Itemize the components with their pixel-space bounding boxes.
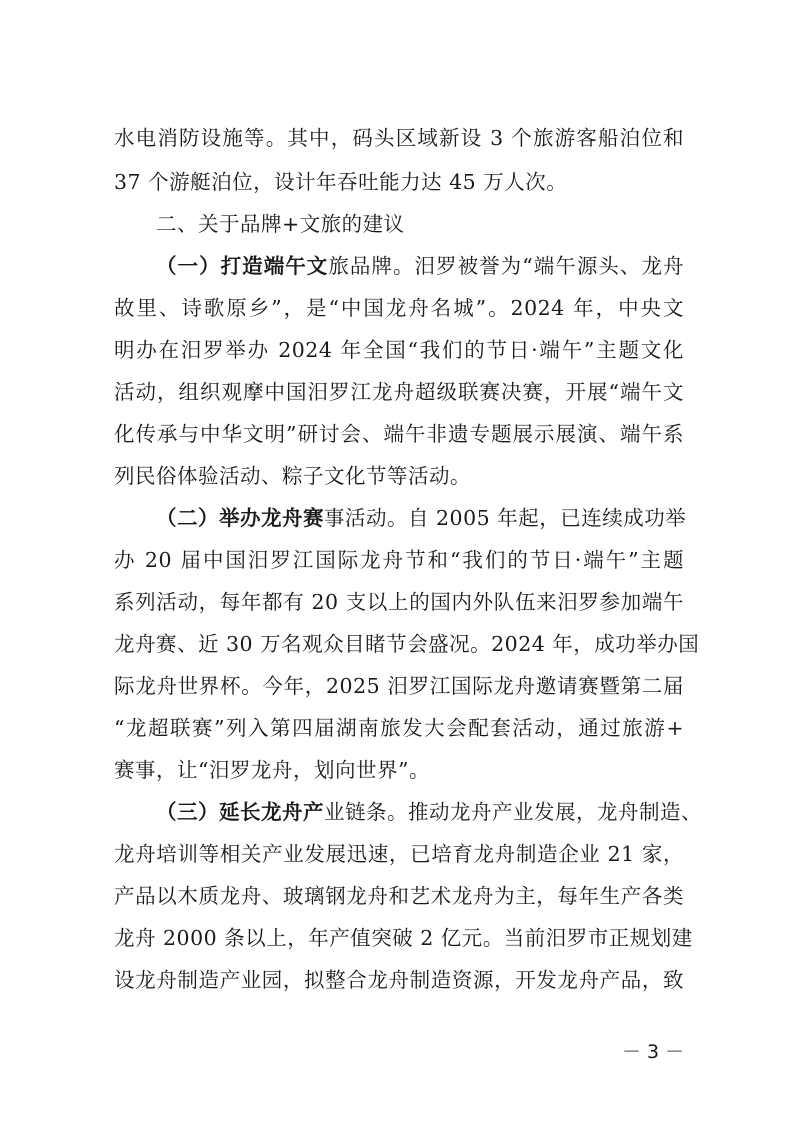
body-line: “龙超联赛”列入第四届湖南旅发大会配套活动，通过旅游+ <box>114 716 684 740</box>
body-line: 设龙舟制造产业园，拟整合龙舟制造资源，开发龙舟产品，致 <box>114 968 684 992</box>
body-line: 列民俗体验活动、粽子文化节等活动。 <box>114 464 471 488</box>
body-line: 化传承与中华文明”研讨会、端午非遗专题展示展演、端午系 <box>114 422 684 446</box>
body-line: 37 个游艇泊位，设计年吞吐能力达 45 万人次。 <box>114 170 568 194</box>
subheading: （一）打造端午文 <box>156 254 329 278</box>
paragraph-first-line: （三）延长龙舟产业链条。推动龙舟产业发展，龙舟制造、 <box>156 800 702 824</box>
section-heading: 二、关于品牌+文旅的建议 <box>156 212 405 236</box>
paragraph-first-line: （二）举办龙舟赛事活动。自 2005 年起，已连续成功举 <box>156 506 687 530</box>
body-line: 明办在汨罗举办 2024 年全国“我们的节日·端午”主题文化 <box>114 338 684 362</box>
body-line: 活动，组织观摩中国汨罗江龙舟超级联赛决赛，开展“端午文 <box>114 380 684 404</box>
body-line: 产品以木质龙舟、玻璃钢龙舟和艺术龙舟为主，每年生产各类 <box>114 884 684 908</box>
subheading: （三）延长龙舟产 <box>156 800 324 824</box>
body-line: 龙舟 2000 条以上，年产值突破 2 亿元。当前汨罗市正规划建 <box>114 926 693 950</box>
body-line: 办 20 届中国汨罗江国际龙舟节和“我们的节日·端午”主题 <box>114 548 684 572</box>
page-number: － 3 － <box>622 1041 685 1063</box>
body-line: 际龙舟世界杯。今年，2025 汨罗江国际龙舟邀请赛暨第二届 <box>114 674 684 698</box>
subheading: （二）举办龙舟赛 <box>156 506 324 530</box>
body-line: 故里、诗歌原乡”，是“中国龙舟名城”。2024 年，中央文 <box>114 296 684 320</box>
body-line: 水电消防设施等。其中，码头区域新设 3 个旅游客船泊位和 <box>114 126 684 150</box>
body-line: 龙舟赛、近 30 万名观众目睹节会盛况。2024 年，成功举办国 <box>114 632 700 656</box>
body-line: 系列活动，每年都有 20 支以上的国内外队伍来汨罗参加端午 <box>114 590 684 614</box>
body-line: 赛事，让“汨罗龙舟，划向世界”。 <box>114 758 430 782</box>
body-line: 龙舟培训等相关产业发展迅速，已培育龙舟制造企业 21 家， <box>114 842 684 866</box>
paragraph-first-line: （一）打造端午文旅品牌。汨罗被誉为“端午源头、龙舟 <box>156 254 685 278</box>
